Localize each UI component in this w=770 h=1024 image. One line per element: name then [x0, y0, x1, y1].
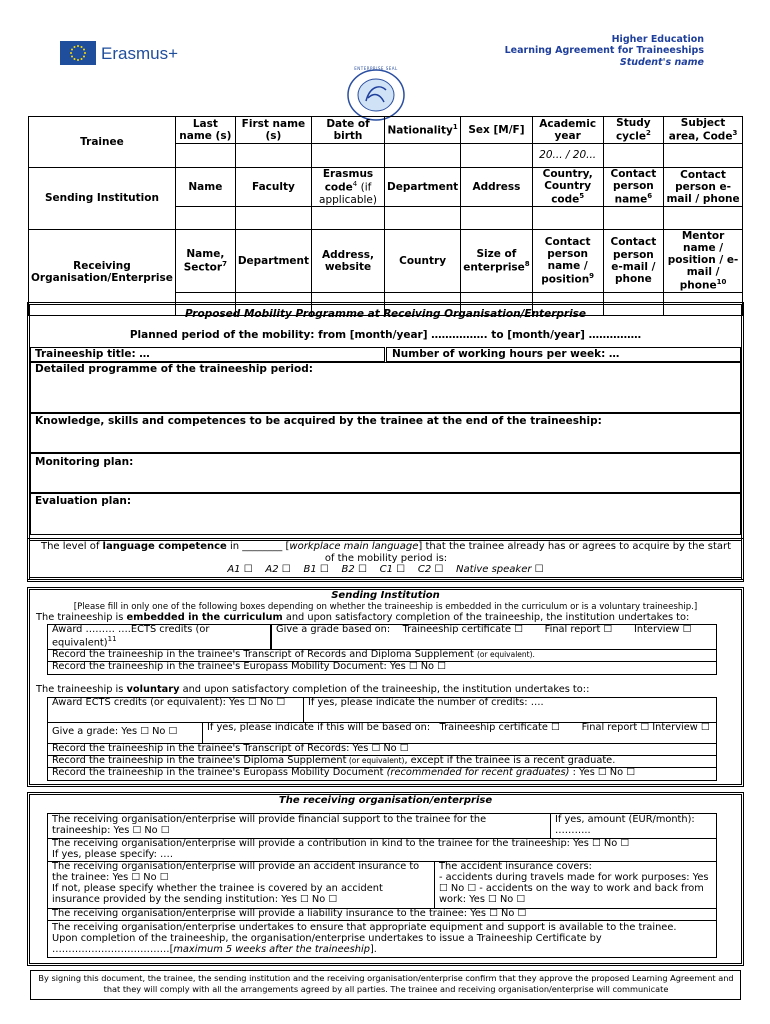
- nationality-field[interactable]: [385, 144, 461, 168]
- col-contact-email: Contact person e-mail / phone: [664, 168, 743, 207]
- col-sending-name: Name: [175, 168, 235, 207]
- sending-row-label: Sending Institution: [29, 168, 176, 230]
- col-receiving-contact-email: Contact person e-mail / phone: [603, 229, 663, 292]
- language-competence-text: The level of language competence in ________ [workplace main language] that the trainee already has or agrees to acquire by the start of the mobility period is:: [40, 541, 732, 564]
- contribution-cell[interactable]: The receiving organisation/enterprise will provide a contribution in kind to the trainee for the traineeship: Yes ☐ No ☐ If yes, please specify: ….: [47, 838, 717, 862]
- record-transcript-cell[interactable]: Record the traineeship in the trainee's Transcript of Records and Diploma Supplement (or equivalent).: [47, 649, 717, 662]
- signature-statement: By signing this document, the trainee, the sending institution and the receiving organisation/enterprise confirm that they approve the proposed Learning Agreement and that they will comply with all the arrangements agreed by all parties. The trainee and receiving organisation/enterprise will communicate: [38, 973, 734, 994]
- col-sex: Sex [M/F]: [461, 117, 532, 144]
- subject-area-field[interactable]: [664, 144, 743, 168]
- accident-insurance-cell[interactable]: The receiving organisation/enterprise will provide an accident insurance to the trainee: Yes ☐ No ☐ If not, please specify whether the trainee is covered by an accident insurance provided by the sending institution: Yes ☐ No ☐: [47, 861, 435, 909]
- col-subject-area: Subject area, Code$^3$: [664, 117, 743, 144]
- credits-if-yes-cell[interactable]: If yes, please indicate the number of credits: ….: [303, 697, 717, 723]
- sex-field[interactable]: [461, 144, 532, 168]
- contact-email-field[interactable]: [664, 206, 743, 229]
- erasmus-code-field[interactable]: [312, 206, 385, 229]
- col-study-cycle: Study cycle$^2$: [603, 117, 663, 144]
- study-cycle-field[interactable]: [603, 144, 663, 168]
- col-academic-year: Academic year: [532, 117, 603, 144]
- planned-period[interactable]: Planned period of the mobility: from [month/year] ……………. to [month/year] ……………: [129, 329, 642, 341]
- language-levels[interactable]: A1 ☐ A2 ☐ B1 ☐ B2 ☐ C1 ☐ C2 ☐ Native speaker ☐: [227, 564, 544, 575]
- voluntary-intro: The traineeship is voluntary and upon satisfactory completion of the traineeship, the institution undertakes to::: [36, 684, 590, 695]
- country-code-field[interactable]: [532, 206, 603, 229]
- last-name-field[interactable]: [175, 144, 235, 168]
- header-line-2: Learning Agreement for Traineeships: [504, 45, 704, 57]
- award-ects-cell[interactable]: Award ……… ….ECTS credits (or equivalent)$^{11}$: [47, 624, 271, 650]
- eu-flag-icon: [60, 41, 96, 65]
- col-receiving-department: Department: [235, 229, 311, 292]
- amount-cell[interactable]: If yes, amount (EUR/month): ………..: [550, 813, 717, 839]
- col-receiving-country: Country: [385, 229, 461, 292]
- col-receiving-contact: Contact person name / position$^9$: [532, 229, 603, 292]
- embedded-intro: The traineeship is embedded in the curriculum and upon satisfactory completion of the traineeship, the institution undertakes to:: [36, 612, 690, 623]
- col-mentor: Mentor name / position / e-mail / phone$^{10}$: [664, 229, 743, 292]
- col-size-enterprise: Size of enterprise$^8$: [461, 229, 532, 292]
- header-line-1: Higher Education: [611, 34, 704, 45]
- col-first-name: First name (s): [235, 117, 311, 144]
- monitoring-plan-field[interactable]: [30, 453, 741, 493]
- insurance-covers-cell[interactable]: The accident insurance covers: - accidents during travels made for work purposes: Yes ☐ No ☐ - accidents on the way to work and back from work: Yes ☐ No ☐: [434, 861, 717, 909]
- academic-year-field[interactable]: 20... / 20...: [532, 144, 603, 168]
- col-last-name: Last name (s): [175, 117, 235, 144]
- grade-if-yes-cell[interactable]: If yes, please indicate if this will be based on: Traineeship certificate ☐ Final report ☐ Interview ☐: [202, 722, 717, 744]
- grade-based-cell[interactable]: Give a grade based on: Traineeship certificate ☐ Final report ☐ Interview ☐: [271, 624, 717, 650]
- programme-title: Proposed Mobility Programme at Receiving Organisation/Enterprise: [184, 308, 587, 320]
- sending-section-title: Sending Institution: [331, 590, 440, 601]
- header-line-3: Student's name: [619, 56, 704, 68]
- col-faculty: Faculty: [235, 168, 311, 207]
- sending-name-field[interactable]: [175, 206, 235, 229]
- col-contact-name: Contact person name$^6$: [603, 168, 663, 207]
- first-name-field[interactable]: [235, 144, 311, 168]
- record-vol-europass-cell[interactable]: Record the traineeship in the trainee's Europass Mobility Document (recommended for recent graduates) : Yes ☐ No ☐: [47, 767, 717, 781]
- trainee-row-label: Trainee: [29, 117, 176, 168]
- col-nationality: Nationality$^1$: [385, 117, 461, 144]
- col-country-code: Country, Country code$^5$: [532, 168, 603, 207]
- grade-vol-cell[interactable]: Give a grade: Yes ☐ No ☐: [47, 722, 203, 744]
- record-vol-transcript-cell[interactable]: Record the traineeship in the trainee's Transcript of Records: Yes ☐ No ☐: [47, 743, 717, 756]
- equipment-cell[interactable]: The receiving organisation/enterprise undertakes to ensure that appropriate equipment and support is available to the trainee. Upon completion of the traineeship, the organisation/enterprise undertakes to issue a Traineeship Certificate by ………………………………[maximum 5 weeks after the traineeship].: [47, 920, 717, 958]
- record-europass-cell[interactable]: Record the traineeship in the trainee's Europass Mobility Document: Yes ☐ No ☐: [47, 661, 717, 675]
- col-sending-address: Address: [461, 168, 532, 207]
- col-name-sector: Name, Sector$^7$: [175, 229, 235, 292]
- receiving-section-title: The receiving organisation/enterprise: [278, 795, 493, 806]
- sending-note: [Please fill in only one of the following boxes depending on whether the traineeship is embedded in the curriculum or is a voluntary traineeship.]: [73, 602, 698, 612]
- contact-name-field[interactable]: [603, 206, 663, 229]
- liability-cell[interactable]: The receiving organisation/enterprise will provide a liability insurance to the trainee: Yes ☐ No ☐: [47, 908, 717, 921]
- document-header: [505, 34, 704, 68]
- dob-field[interactable]: [312, 144, 385, 168]
- col-date-of-birth: Date of birth: [312, 117, 385, 144]
- award-ects-vol-cell[interactable]: Award ECTS credits (or equivalent): Yes ☐ No ☐: [47, 697, 304, 723]
- col-sending-department: Department: [385, 168, 461, 207]
- enterprise-seal: ENTERPRISE SEAL: [346, 68, 406, 122]
- financial-support-cell[interactable]: The receiving organisation/enterprise will provide financial support to the trainee for the traineeship: Yes ☐ No ☐: [47, 813, 551, 839]
- receiving-row-label: Receiving Organisation/Enterprise: [29, 229, 176, 315]
- col-erasmus-code: Erasmus code$^4$ (if applicable): [312, 168, 385, 207]
- sending-dept-field[interactable]: [385, 206, 461, 229]
- col-address-website: Address, website: [312, 229, 385, 292]
- brand-text: Erasmus+: [101, 44, 178, 63]
- record-vol-ds-cell[interactable]: Record the traineeship in the trainee's Diploma Supplement (or equivalent), except if the trainee is a recent graduate.: [47, 755, 717, 768]
- erasmus-logo: [60, 41, 200, 67]
- evaluation-plan-field[interactable]: [30, 493, 741, 535]
- faculty-field[interactable]: [235, 206, 311, 229]
- sending-address-field[interactable]: [461, 206, 532, 229]
- parties-table: [28, 116, 743, 316]
- seal-icon: [346, 68, 406, 122]
